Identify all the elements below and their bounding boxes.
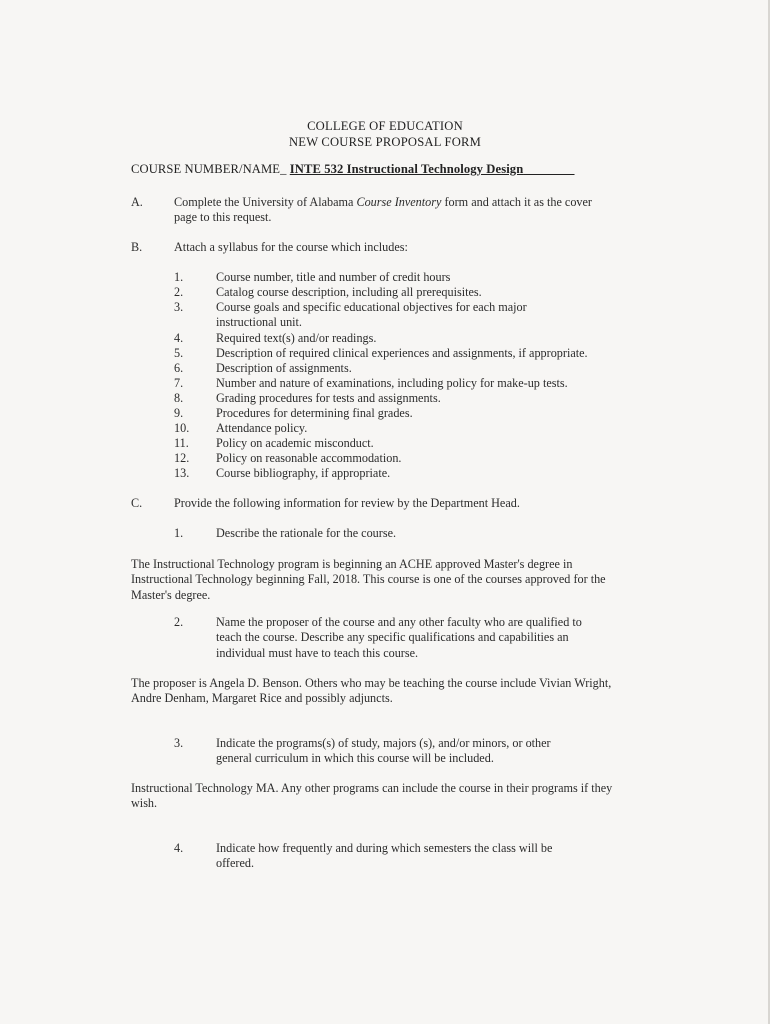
section-b-letter: B. <box>131 240 143 254</box>
question-number: 4. <box>174 841 184 855</box>
syllabus-item-number: 10. <box>174 421 190 435</box>
section-a-letter: A. <box>131 195 143 209</box>
question-number: 3. <box>174 736 184 750</box>
syllabus-item-number: 1. <box>174 270 184 284</box>
course-trail-blank: ________ <box>523 162 575 176</box>
section-c-letter: C. <box>131 496 143 510</box>
header-form-title: NEW COURSE PROPOSAL FORM <box>289 135 481 149</box>
syllabus-item: Course bibliography, if appropriate. <box>216 466 391 480</box>
section-a-text-before: Complete the University of Alabama <box>174 195 357 209</box>
syllabus-item: Catalog course description, including all prerequisites. <box>216 285 482 299</box>
syllabus-item: Policy on reasonable accommodation. <box>216 451 402 465</box>
section-c-text: Provide the following information for review by the Department Head. <box>174 496 520 510</box>
course-lead-blank: _ <box>280 162 287 176</box>
section-a-text <box>174 195 594 226</box>
question-number: 1. <box>174 526 184 540</box>
syllabus-item-number: 9. <box>174 406 184 420</box>
syllabus-item-number: 13. <box>174 466 190 480</box>
syllabus-item: Required text(s) and/or readings. <box>216 331 377 345</box>
header-college: COLLEGE OF EDUCATION <box>307 119 463 133</box>
section-a-text-after: form and attach it as the cover page to this request. <box>174 195 592 225</box>
question-text: Indicate the programs(s) of study, majors (s), and/or minors, or other general curriculum in which this course will be included. <box>216 736 551 766</box>
syllabus-item: Procedures for determining final grades. <box>216 406 413 420</box>
course-number-name-line <box>131 162 574 177</box>
question-text: Name the proposer of the course and any other faculty who are qualified to teach the course. Describe any specific qualifications and capabilities an individual must have to teach this course. <box>216 615 582 660</box>
syllabus-item: Attendance policy. <box>216 421 308 435</box>
syllabus-item: Description of required clinical experiences and assignments, if appropriate. <box>216 346 588 360</box>
answer-rationale: The Instructional Technology program is beginning an ACHE approved Master's degree in Instructional Technology beginning Fall, 2018. This course is one of the courses approved for the Master's degree. <box>131 557 606 602</box>
answer-proposer: The proposer is Angela D. Benson. Others who may be teaching the course include Vivian Wright, Andre Denham, Margaret Rice and possibly adjuncts. <box>131 676 612 706</box>
syllabus-item-number: 5. <box>174 346 184 360</box>
syllabus-item-number: 7. <box>174 376 184 390</box>
syllabus-item-number: 4. <box>174 331 184 345</box>
question-text: Indicate how frequently and during which semesters the class will be offered. <box>216 841 553 871</box>
syllabus-item: Policy on academic misconduct. <box>216 436 374 450</box>
section-b-text: Attach a syllabus for the course which includes: <box>174 240 408 254</box>
syllabus-item: Course goals and specific educational objectives for each major instructional unit. <box>216 300 527 330</box>
syllabus-item-number: 3. <box>174 300 184 314</box>
section-a-italic: Course Inventory <box>356 195 442 209</box>
syllabus-item: Number and nature of examinations, including policy for make-up tests. <box>216 376 568 390</box>
syllabus-item-number: 11. <box>174 436 189 450</box>
course-label: COURSE NUMBER/NAME <box>131 162 281 176</box>
syllabus-item: Description of assignments. <box>216 361 352 375</box>
course-value: INTE 532 Instructional Technology Design <box>289 162 524 176</box>
syllabus-item: Grading procedures for tests and assignments. <box>216 391 441 405</box>
syllabus-item: Course number, title and number of credit hours <box>216 270 451 284</box>
question-number: 2. <box>174 615 184 629</box>
syllabus-item-number: 12. <box>174 451 190 465</box>
answer-programs: Instructional Technology MA. Any other programs can include the course in their programs if they wish. <box>131 781 613 811</box>
question-text: Describe the rationale for the course. <box>216 526 397 540</box>
syllabus-item-number: 8. <box>174 391 184 405</box>
syllabus-item-number: 6. <box>174 361 184 375</box>
syllabus-item-number: 2. <box>174 285 184 299</box>
